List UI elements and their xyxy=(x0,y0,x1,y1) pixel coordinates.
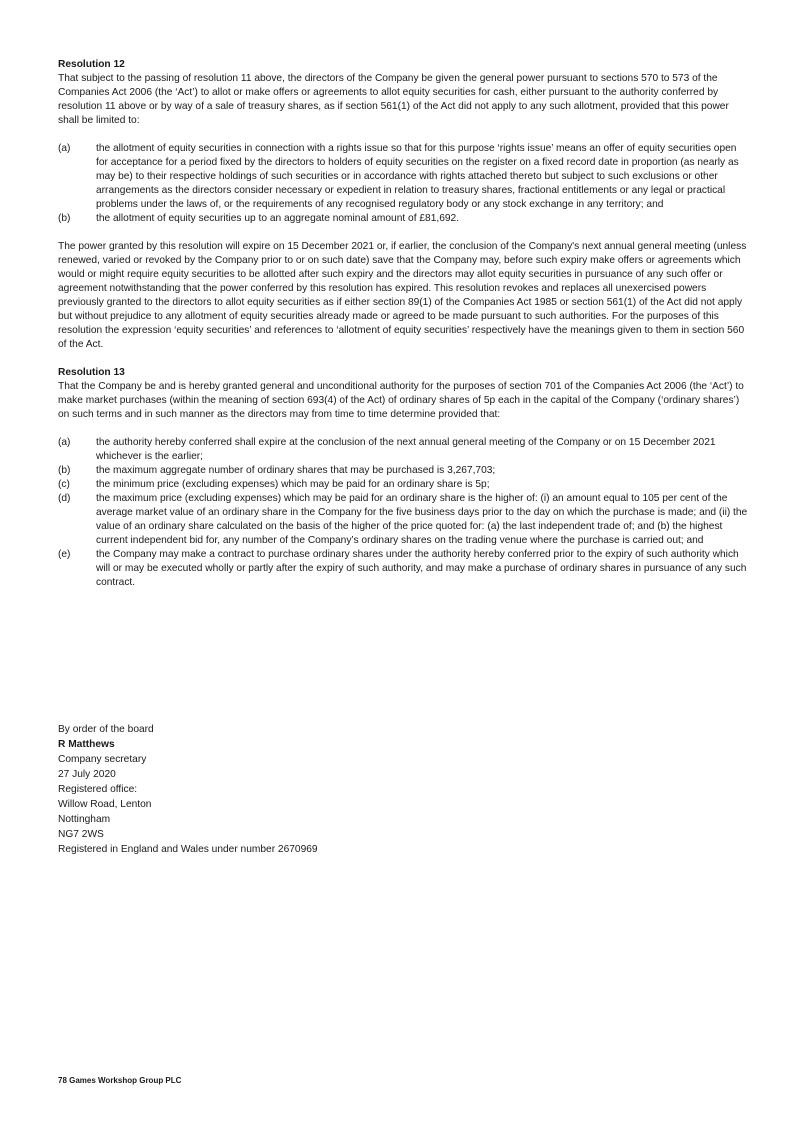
signatory-role: Company secretary xyxy=(58,754,147,765)
list-item xyxy=(58,478,748,492)
list-item xyxy=(58,548,748,590)
list-item-text: the minimum price (excluding expenses) which may be paid for an ordinary share is 5p; xyxy=(96,479,490,490)
list-item xyxy=(58,436,748,464)
list-item-label: (d) xyxy=(58,493,71,504)
signature-block xyxy=(58,722,318,857)
list-item-text: the authority hereby conferred shall expire at the conclusion of the next annual general meeting of the Company or on 15 December 2021 whichever is the earlier; xyxy=(96,437,716,462)
list-item-text: the allotment of equity securities in connection with a rights issue so that for this purpose ‘rights issue’ means an offer of equity securities open for acceptance for a period fixed by the directors to holders of equity securities on the register on a fixed record date in proportion (as nearly as may be) to their respective holdings of such securities or in accordance with rights attached thereto but subject to such exclusions or other arrangements as the directors consider necessary or expedient in relation to treasury shares, fractional entitlements or any legal or practical problems under the laws of, or the requirements of any recognised regulatory body or any stock exchange in any territory; and xyxy=(96,143,739,210)
resolution-13-heading: Resolution 13 xyxy=(58,367,125,378)
resolution-12-heading: Resolution 12 xyxy=(58,59,125,70)
page-footer: 78 Games Workshop Group PLC xyxy=(58,1076,182,1085)
registered-office-label: Registered office: xyxy=(58,784,138,795)
list-item-text: the maximum price (excluding expenses) which may be paid for an ordinary share is the higher of: (i) an amount equal to 105 per cent of the average market value of an ordinary share in the Company for the five business days prior to the day on which the purchase is made; and (ii) the value of an ordinary share calculated on the basis of the higher of the price quoted for: (a) the last independent trade of; and (b) the highest current independent bid for, any number of the Company’s ordinary shares on the trading venue where the purchase is carried out; and xyxy=(96,493,748,546)
list-item-label: (b) xyxy=(58,213,71,224)
signatory-name: R Matthews xyxy=(58,739,115,750)
list-item-text: the allotment of equity securities up to an aggregate nominal amount of £81,692. xyxy=(96,213,460,224)
list-item-text: the maximum aggregate number of ordinary shares that may be purchased is 3,267,703; xyxy=(96,465,496,476)
list-item-text: the Company may make a contract to purchase ordinary shares under the authority hereby conferred prior to the expiry of such authority which will or may be executed wholly or partly after the expiry of such authority, and may make a purchase of ordinary shares in pursuance of any such contract. xyxy=(96,549,747,588)
list-item-label: (a) xyxy=(58,143,71,154)
list-item-label: (e) xyxy=(58,549,71,560)
address-postcode: NG7 2WS xyxy=(58,829,104,840)
list-item-label: (c) xyxy=(58,479,70,490)
list-item xyxy=(58,464,748,478)
address-line-2: Nottingham xyxy=(58,814,111,825)
list-item xyxy=(58,142,748,212)
list-item-label: (b) xyxy=(58,465,71,476)
address-line-1: Willow Road, Lenton xyxy=(58,799,152,810)
resolution-13-intro: That the Company be and is hereby granted general and unconditional authority for the purposes of section 701 of the Companies Act 2006 (the ‘Act’) to make market purchases (within the meaning of section 693(4) of the Act) of ordinary shares of 5p each in the capital of the Company (‘ordinary shares’) on such terms and in such manner as the directors may from time to time determine provided that: xyxy=(58,381,744,420)
list-item xyxy=(58,492,748,548)
resolution-12-list xyxy=(58,142,748,226)
list-item xyxy=(58,212,748,226)
resolution-12-intro: That subject to the passing of resolution 11 above, the directors of the Company be given the general power pursuant to sections 570 to 573 of the Companies Act 2006 (the ‘Act’) to allot or make offers or agreements to allot equity securities for cash, either pursuant to the authority conferred by resolution 11 above or by way of a sale of treasury shares, as if section 561(1) of the Act did not apply to any such allotment, provided that this power shall be limited to: xyxy=(58,73,729,126)
resolution-13-list xyxy=(58,436,748,590)
list-item-label: (a) xyxy=(58,437,71,448)
registration-note: Registered in England and Wales under number 2670969 xyxy=(58,844,318,855)
resolution-12-closing: The power granted by this resolution will expire on 15 December 2021 or, if earlier, the conclusion of the Company's next annual general meeting (unless renewed, varied or revoked by the Company prior to or on such date) save that the Company may, before such expiry make offers or agreements which would or might require equity securities to be allotted after such expiry and the directors may allot equity securities in pursuance of any such offer or agreement notwithstanding that the power conferred by this resolution has expired. This resolution revokes and replaces all unexercised powers previously granted to the directors to allot equity securities as if either section 89(1) of the Companies Act 1985 or section 561(1) of the Act did not apply but without prejudice to any allotment of equity securities already made or agreed to be made pursuant to such authorities. For the purposes of this resolution the expression ‘equity securities’ and references to ‘allotment of equity securities’ respectively have the meanings given to them in section 560 of the Act. xyxy=(58,241,747,350)
document-body xyxy=(58,58,748,590)
signoff-line: By order of the board xyxy=(58,724,154,735)
signoff-date: 27 July 2020 xyxy=(58,769,116,780)
